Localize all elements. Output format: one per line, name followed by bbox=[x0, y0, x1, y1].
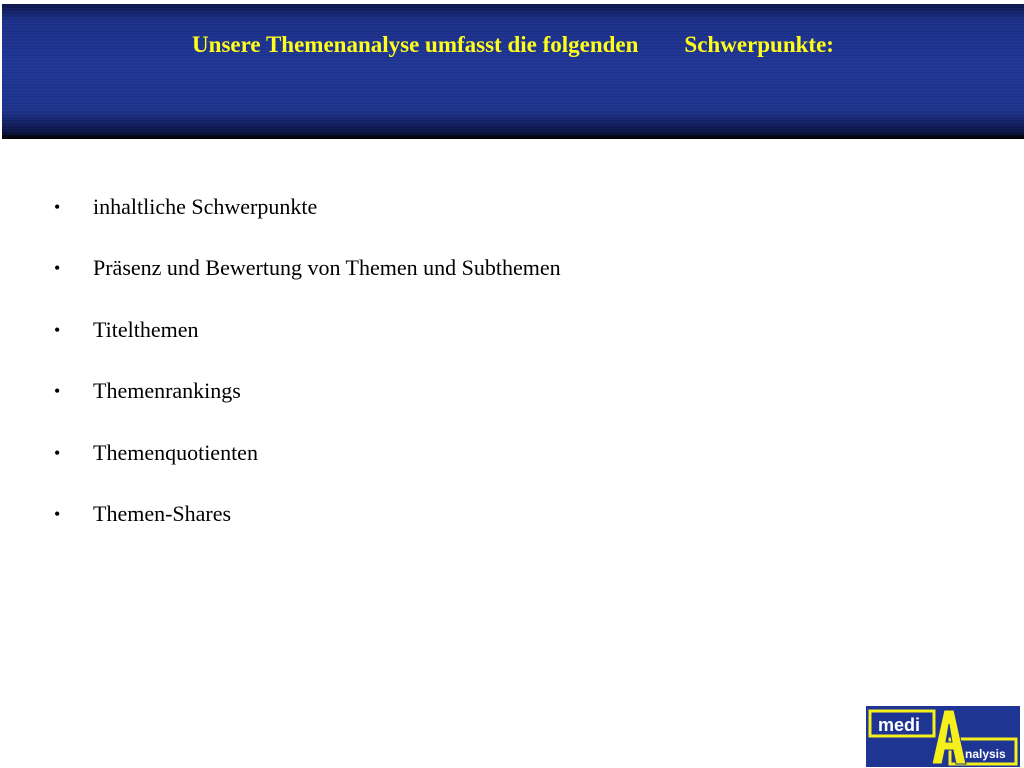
bullet-text: inhaltliche Schwerpunkte bbox=[93, 194, 318, 219]
bullet-icon: • bbox=[54, 319, 61, 340]
bullet-text: Themen-Shares bbox=[93, 500, 232, 526]
bullet-icon: • bbox=[54, 442, 61, 463]
bullet-icon: • bbox=[54, 381, 61, 402]
logo-graphic bbox=[866, 706, 1020, 767]
slide-title: Unsere Themenanalyse umfasst die folgenden Schwerpunkte: bbox=[192, 32, 834, 57]
bullet-icon: • bbox=[54, 258, 61, 279]
bullet-icon: • bbox=[54, 503, 61, 524]
bullet-text: Themenquotienten bbox=[93, 439, 258, 465]
media-analysis-logo bbox=[866, 706, 1020, 767]
logo-text-top: medi bbox=[878, 715, 921, 735]
bullet-text: Präsenz und Bewertung von Themen und Subthemen bbox=[93, 255, 561, 281]
bullet-text: Titelthemen bbox=[93, 316, 199, 342]
bullet-icon: • bbox=[54, 197, 61, 217]
title-banner bbox=[2, 4, 1024, 138]
bullet-text: Themenrankings bbox=[93, 378, 241, 404]
logo-text-bottom: nalysis bbox=[965, 747, 1006, 761]
